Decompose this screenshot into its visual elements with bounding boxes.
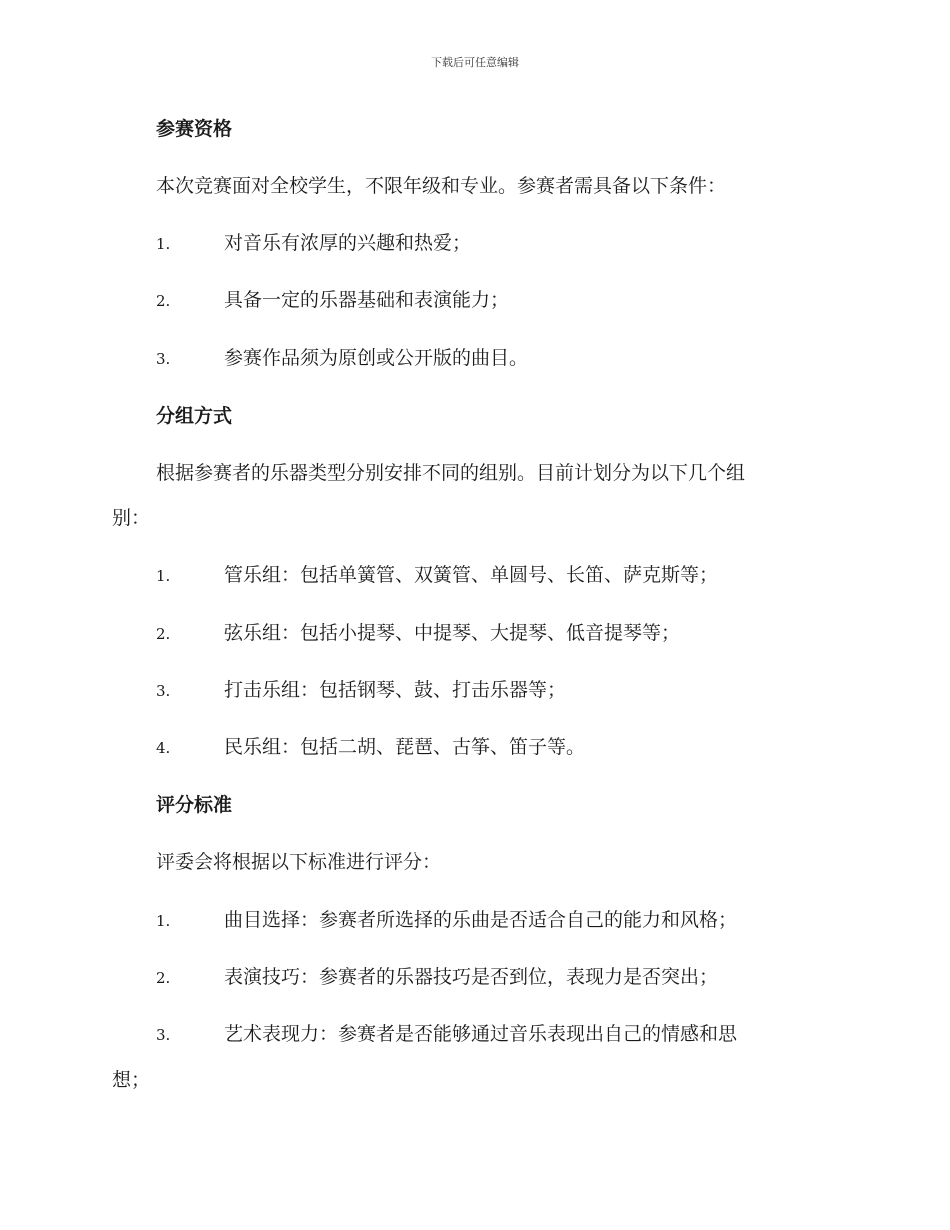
list-item bbox=[156, 620, 856, 647]
list-item bbox=[156, 562, 856, 589]
list-item-text: 管乐组：包括单簧管、双簧管、单圆号、长笛、萨克斯等； bbox=[224, 564, 719, 586]
list-item-number: 3. bbox=[156, 682, 171, 700]
grouping-intro-line2: 别： bbox=[112, 507, 151, 529]
section-heading-scoring: 评分标准 bbox=[156, 794, 233, 816]
list-item-number: 3. bbox=[156, 1026, 171, 1044]
list-item bbox=[156, 677, 856, 704]
list-item-text: 具备一定的乐器基础和表演能力； bbox=[224, 289, 510, 311]
list-item-text: 民乐组：包括二胡、琵琶、古筝、笛子等。 bbox=[224, 736, 586, 758]
list-item-number: 2. bbox=[156, 625, 171, 643]
scoring-intro: 评委会将根据以下标准进行评分： bbox=[156, 851, 442, 873]
section-heading-grouping: 分组方式 bbox=[156, 405, 233, 427]
list-item-number: 1. bbox=[156, 912, 171, 930]
list-item-continuation: 想； bbox=[112, 1069, 151, 1091]
eligibility-intro: 本次竞赛面对全校学生，不限年级和专业。参赛者需具备以下条件： bbox=[156, 175, 727, 197]
list-item bbox=[156, 1021, 856, 1048]
list-item bbox=[156, 287, 856, 314]
list-item bbox=[156, 907, 856, 934]
list-item-text: 参赛作品须为原创或公开版的曲目。 bbox=[224, 347, 529, 369]
list-item-number: 2. bbox=[156, 292, 171, 310]
grouping-intro-line1: 根据参赛者的乐器类型分别安排不同的组别。目前计划分为以下几个组 bbox=[156, 462, 746, 484]
list-item-text: 曲目选择：参赛者所选择的乐曲是否适合自己的能力和风格； bbox=[224, 909, 738, 931]
list-item-text: 弦乐组：包括小提琴、中提琴、大提琴、低音提琴等； bbox=[224, 622, 681, 644]
list-item-number: 4. bbox=[156, 739, 171, 757]
list-item bbox=[156, 964, 856, 991]
list-item-text: 对音乐有浓厚的兴趣和热爱； bbox=[224, 232, 472, 254]
list-item-text: 艺术表现力：参赛者是否能够通过音乐表现出自己的情感和思 bbox=[224, 1023, 738, 1045]
page-header-note: 下载后可任意编辑 bbox=[431, 56, 519, 69]
section-heading-eligibility: 参赛资格 bbox=[156, 118, 233, 140]
list-item bbox=[156, 230, 856, 257]
list-item-number: 2. bbox=[156, 969, 171, 987]
list-item bbox=[156, 734, 856, 761]
list-item-number: 1. bbox=[156, 567, 171, 585]
list-item-text: 表演技巧：参赛者的乐器技巧是否到位，表现力是否突出； bbox=[224, 966, 719, 988]
list-item-number: 1. bbox=[156, 235, 171, 253]
list-item-text: 打击乐组：包括钢琴、鼓、打击乐器等； bbox=[224, 679, 567, 701]
list-item-number: 3. bbox=[156, 350, 171, 368]
list-item bbox=[156, 345, 856, 372]
